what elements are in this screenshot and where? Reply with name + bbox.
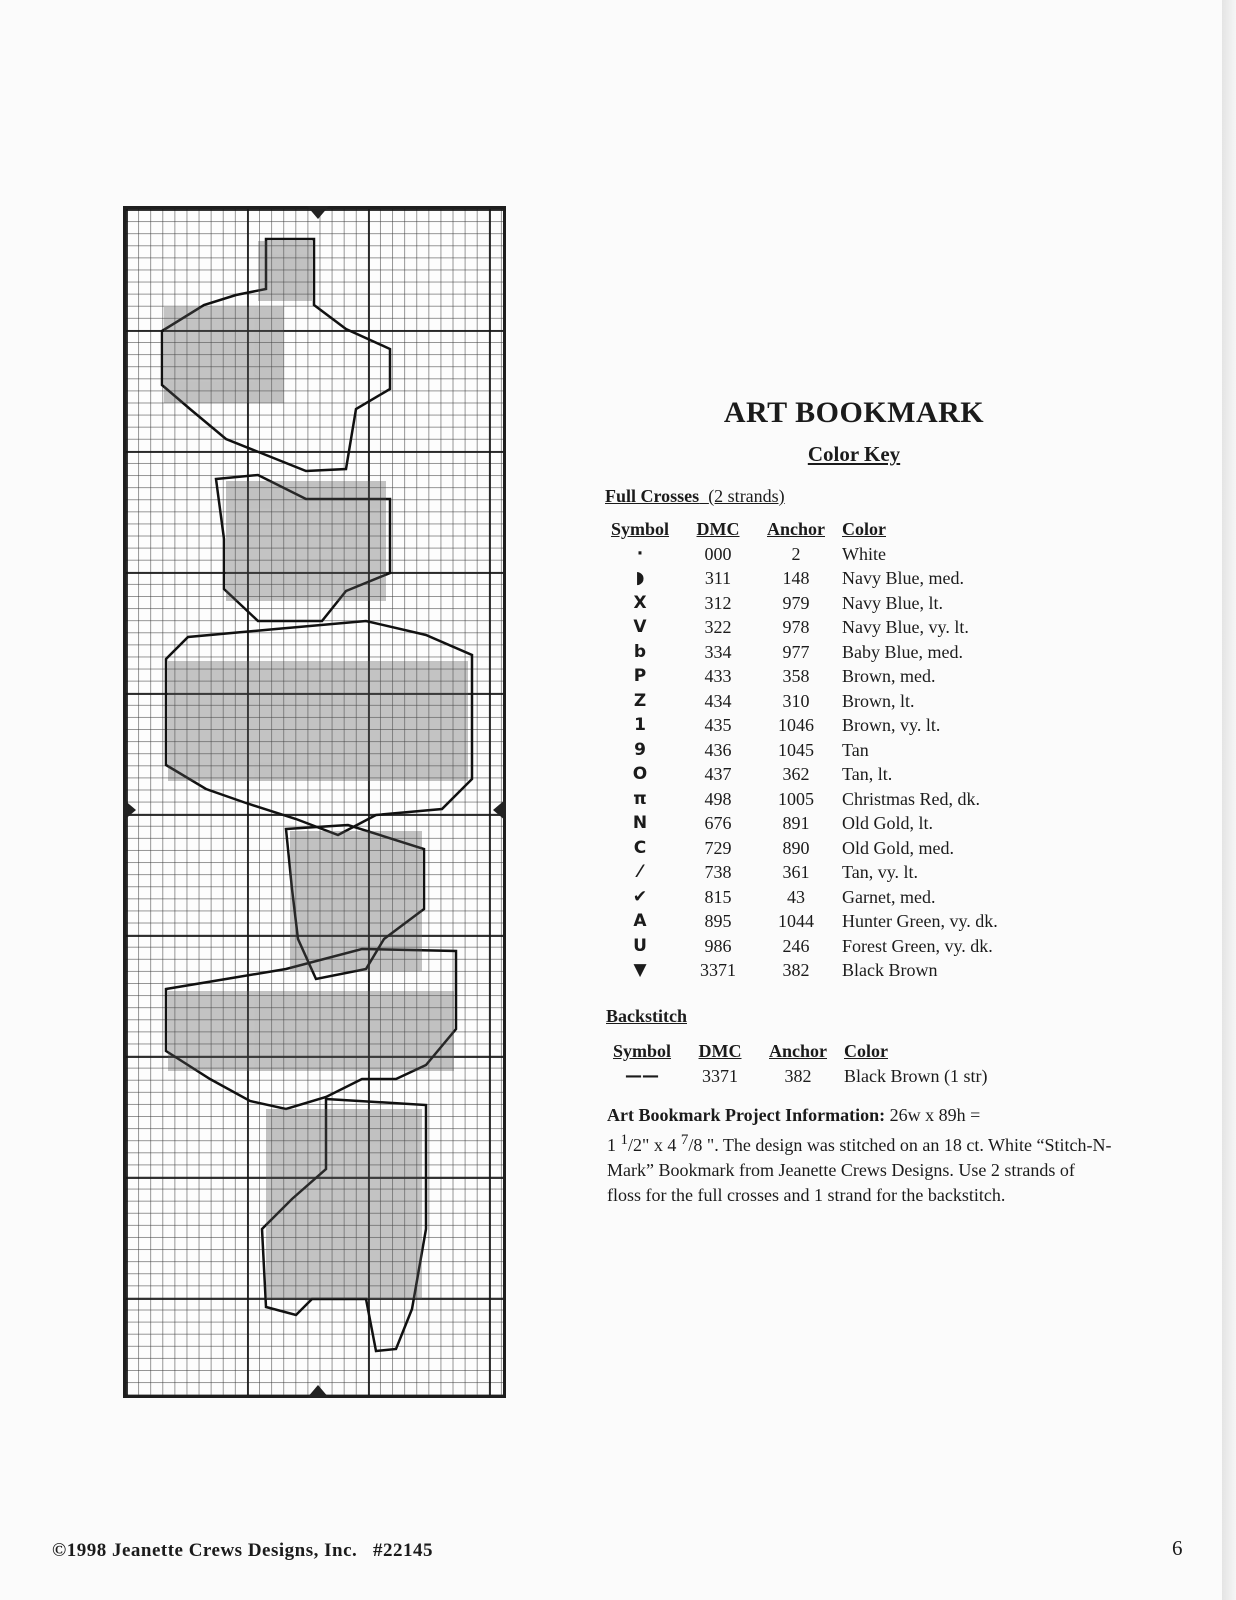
project-info-label: Art Bookmark Project Information: [607, 1105, 886, 1125]
color-name-cell: Brown, vy. lt. [842, 715, 941, 735]
color-key-row [600, 934, 1042, 959]
symbol-cell: ✔ [632, 886, 648, 907]
color-name-cell: Forest Green, vy. dk. [842, 935, 993, 956]
dmc-cell: 434 [704, 690, 732, 711]
full-crosses-header-row [600, 517, 1042, 542]
dmc-cell: 3371 [700, 960, 736, 980]
dmc-cell: 000 [704, 543, 732, 564]
anchor-cell: 361 [782, 862, 810, 882]
symbol-cell: U [633, 935, 647, 956]
color-name-cell: Christmas Red, dk. [842, 788, 980, 809]
symbol-cell: —— [625, 1065, 659, 1086]
center-marker-left [123, 799, 136, 821]
dmc-cell: 436 [704, 739, 732, 760]
color-key-row [600, 909, 1042, 934]
backstitch-heading: Backstitch [606, 1006, 687, 1026]
color-key-row [600, 615, 1042, 640]
col-dmc: DMC [696, 519, 740, 539]
color-key-row [600, 811, 1042, 836]
color-key-row [600, 542, 1042, 567]
color-name-cell: Brown, lt. [842, 690, 915, 711]
symbol-cell: O [632, 764, 648, 784]
anchor-cell: 43 [787, 886, 805, 907]
dmc-cell: 322 [704, 617, 732, 637]
col-color: Color [842, 519, 886, 539]
color-key-row [600, 860, 1042, 885]
symbol-cell: 1 [634, 715, 646, 735]
dmc-cell: 815 [704, 886, 732, 907]
color-name-cell: Garnet, med. [842, 886, 936, 907]
symbol-cell: · [636, 543, 644, 564]
color-name-cell: Old Gold, med. [842, 837, 954, 858]
color-key-row [600, 640, 1042, 665]
color-name-cell: Black Brown [842, 960, 938, 980]
symbol-cell: 9 [634, 739, 646, 760]
anchor-cell: 1044 [778, 911, 814, 931]
color-key-row [600, 566, 1042, 591]
anchor-cell: 362 [782, 764, 810, 784]
color-name-cell: Tan, lt. [842, 764, 893, 784]
anchor-cell: 977 [782, 641, 810, 662]
dmc-cell: 311 [704, 568, 732, 588]
anchor-cell: 148 [782, 568, 810, 588]
anchor-cell: 246 [782, 935, 810, 956]
dmc-cell: 676 [704, 813, 732, 833]
anchor-cell: 2 [791, 543, 801, 564]
anchor-cell: 1045 [778, 739, 814, 760]
dmc-cell: 986 [704, 935, 732, 956]
anchor-cell: 382 [782, 960, 810, 980]
anchor-cell: 358 [782, 666, 810, 686]
col-color: Color [844, 1041, 888, 1061]
item-number: #22145 [373, 1540, 434, 1561]
full-crosses-table [600, 517, 1042, 983]
dmc-cell: 3371 [702, 1065, 738, 1086]
dmc-cell: 312 [704, 592, 732, 613]
symbol-cell: ◗ [635, 568, 645, 588]
full-crosses-note: (2 strands) [708, 486, 785, 506]
backstitch-header-row [602, 1039, 1044, 1064]
symbol-cell: P [633, 666, 647, 686]
symbol-cell: Z [633, 690, 647, 711]
dmc-cell: 437 [704, 764, 732, 784]
dmc-cell: 334 [704, 641, 732, 662]
color-name-cell: Black Brown (1 str) [844, 1065, 988, 1086]
anchor-cell: 1005 [778, 788, 814, 809]
dmc-cell: 729 [704, 837, 732, 858]
color-name-cell: White [842, 543, 886, 564]
color-name-cell: Navy Blue, vy. lt. [842, 617, 969, 637]
anchor-cell: 1046 [778, 715, 814, 735]
project-info-size: 26w x 89h = [889, 1105, 981, 1125]
color-key-row [600, 689, 1042, 714]
page-title: ART BOOKMARK [723, 396, 985, 429]
symbol-cell: ⁄ [638, 862, 642, 882]
color-key-row [600, 713, 1042, 738]
color-key-row [600, 762, 1042, 787]
page-number: 6 [1172, 1536, 1183, 1560]
color-name-cell: Old Gold, lt. [842, 813, 934, 833]
col-anchor: Anchor [769, 1041, 827, 1061]
anchor-cell: 310 [782, 690, 810, 711]
center-marker-right [493, 799, 506, 821]
color-name-cell: Brown, med. [842, 666, 936, 686]
dmc-cell: 895 [704, 911, 732, 931]
dmc-cell: 435 [704, 715, 732, 735]
symbol-cell: X [633, 592, 647, 613]
col-anchor: Anchor [767, 519, 825, 539]
symbol-cell: b [633, 641, 647, 662]
color-name-cell: Tan [842, 739, 869, 760]
color-key-row [602, 1064, 1044, 1089]
symbol-cell: ▼ [633, 960, 647, 980]
project-info-details: The design was stitched on an 18 ct. White “Stitch-N-Mark” Bookmark from Jeanette Crews Designs. Use 2 strands of floss for the full crosses and 1 strand for the backstitch. [607, 1135, 1112, 1205]
dmc-cell: 433 [704, 666, 732, 686]
color-key-row [600, 836, 1042, 861]
symbol-cell: V [633, 617, 647, 637]
anchor-cell: 382 [784, 1065, 812, 1086]
dmc-cell: 738 [704, 862, 732, 882]
color-name-cell: Baby Blue, med. [842, 641, 963, 662]
full-crosses-heading [605, 486, 785, 507]
color-name-cell: Navy Blue, med. [842, 568, 964, 588]
anchor-cell: 979 [782, 592, 810, 613]
color-key-row [600, 885, 1042, 910]
anchor-cell: 978 [782, 617, 810, 637]
col-dmc: DMC [698, 1041, 742, 1061]
color-name-cell: Navy Blue, lt. [842, 592, 943, 613]
chart-pattern [126, 209, 503, 1395]
project-info-dimensions: 1 $^1$/2" x 4 $^7$/8 ". [607, 1132, 719, 1155]
col-symbol: Symbol [610, 519, 670, 539]
color-key-row [600, 958, 1042, 983]
symbol-cell: π [633, 788, 647, 809]
color-key-row [600, 664, 1042, 689]
full-crosses-label: Full Crosses [605, 486, 700, 506]
project-information [607, 1103, 1112, 1208]
cross-stitch-chart [123, 206, 506, 1398]
center-marker-bottom [307, 1385, 329, 1398]
dmc-cell: 498 [704, 788, 732, 809]
color-name-cell: Hunter Green, vy. dk. [842, 911, 998, 931]
color-key-row [600, 591, 1042, 616]
color-name-cell: Tan, vy. lt. [842, 862, 919, 882]
color-key-row [600, 787, 1042, 812]
color-key-row [600, 738, 1042, 763]
symbol-cell: C [633, 837, 647, 858]
page-edge [1222, 0, 1236, 1600]
symbol-cell: N [632, 813, 648, 833]
col-symbol: Symbol [612, 1041, 672, 1061]
anchor-cell: 891 [782, 813, 810, 833]
backstitch-table [602, 1039, 1044, 1088]
symbol-cell: A [633, 911, 647, 931]
footer-copyright: ©1998 Jeanette Crews Designs, Inc. #22145 [52, 1540, 434, 1561]
anchor-cell: 890 [782, 837, 810, 858]
color-key-heading: Color Key [807, 442, 901, 466]
center-marker-top [307, 206, 329, 219]
